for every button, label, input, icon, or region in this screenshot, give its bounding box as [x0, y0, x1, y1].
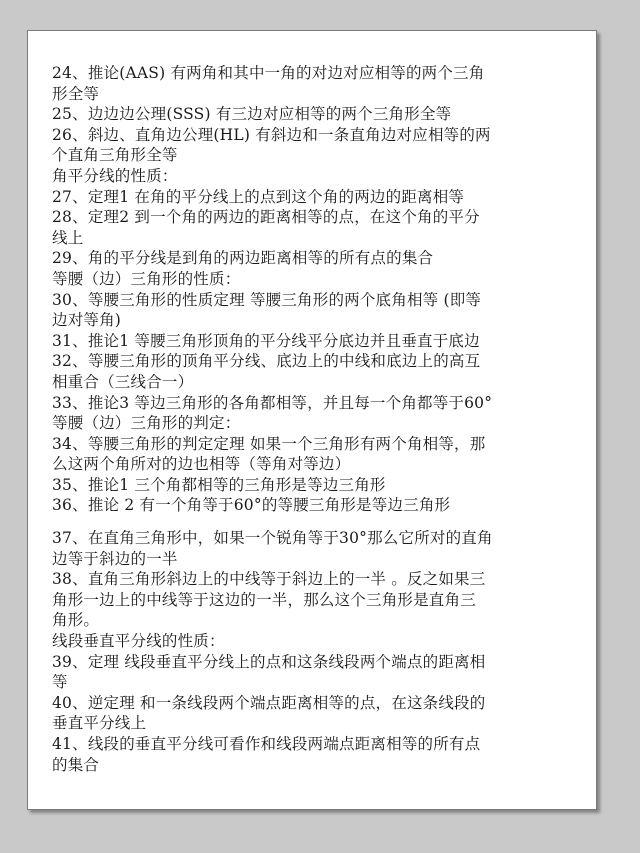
text-line: 线段垂直平分线的性质： — [52, 632, 225, 651]
text-line: 形全等 — [52, 84, 100, 103]
text-line: 37、在直角三角形中，如果一个锐角等于30°那么它所对的直角 — [52, 529, 493, 548]
text-line: 29、角的平分线是到角的两边距离相等的所有点的集合 — [52, 249, 434, 268]
text-line: 等腰（边）三角形的判定： — [52, 414, 241, 433]
text-line: 25、边边边公理(SSS) 有三边对应相等的两个三角形全等 — [52, 105, 452, 124]
text-line: 34、等腰三角形的判定定理 如果一个三角形有两个角相等，那 — [52, 434, 486, 453]
text-line: 角形。 — [52, 611, 100, 630]
text-line: 35、推论1 三个角都相等的三角形是等边三角形 — [52, 475, 386, 494]
text-line: 角平分线的性质： — [52, 166, 178, 185]
text-line: 24、推论(AAS) 有两角和其中一角的对边对应相等的两个三角 — [52, 64, 485, 82]
text-line: 38、直角三角形斜边上的中线等于斜边上的一半 。反之如果三 — [52, 570, 486, 589]
text-line: 等 — [52, 673, 68, 692]
text-line: 边等于斜边的一半 — [52, 549, 178, 568]
document-page — [27, 30, 597, 810]
text-line: 相重合（三线合一） — [52, 372, 194, 391]
text-line: 31、推论1 等腰三角形顶角的平分线平分底边并且垂直于底边 — [52, 331, 480, 350]
text-line: 32、等腰三角形的顶角平分线、底边上的中线和底边上的高互 — [52, 352, 481, 371]
document-text — [52, 63, 522, 775]
text-line: 垂直平分线上 — [52, 714, 147, 733]
text-line: 等腰（边）三角形的性质： — [52, 269, 241, 288]
text-line: 36、推论 2 有一个角等于60°的等腰三角形是等边三角形 — [52, 496, 451, 515]
paragraph-gap — [52, 516, 522, 528]
text-line: 角形一边上的中线等于这边的一半，那么这个三角形是直角三 — [52, 590, 476, 609]
text-line: 33、推论3 等边三角形的各角都相等，并且每一个角都等于60° — [52, 393, 493, 412]
text-line: 27、定理1 在角的平分线上的点到这个角的两边的距离相等 — [52, 187, 465, 206]
text-line: 的集合 — [52, 755, 100, 774]
text-line: 线上 — [52, 228, 84, 247]
text-line: 28、定理2 到一个角的两边的距离相等的点，在这个角的平分 — [52, 208, 480, 227]
text-line: 个直角三角形全等 — [52, 146, 178, 165]
text-line: 26、斜边、直角边公理(HL) 有斜边和一条直角边对应相等的两 — [52, 125, 491, 144]
text-line: 39、定理 线段垂直平分线上的点和这条线段两个端点的距离相 — [52, 652, 486, 671]
text-line: 41、线段的垂直平分线可看作和线段两端点距离相等的所有点 — [52, 735, 481, 753]
text-line: 边对等角) — [52, 311, 122, 330]
text-line: 么这两个角所对的边也相等（等角对等边） — [52, 455, 351, 474]
text-line: 40、逆定理 和一条线段两个端点距离相等的点，在这条线段的 — [52, 693, 486, 712]
text-line: 30、等腰三角形的性质定理 等腰三角形的两个底角相等 (即等 — [52, 290, 482, 309]
